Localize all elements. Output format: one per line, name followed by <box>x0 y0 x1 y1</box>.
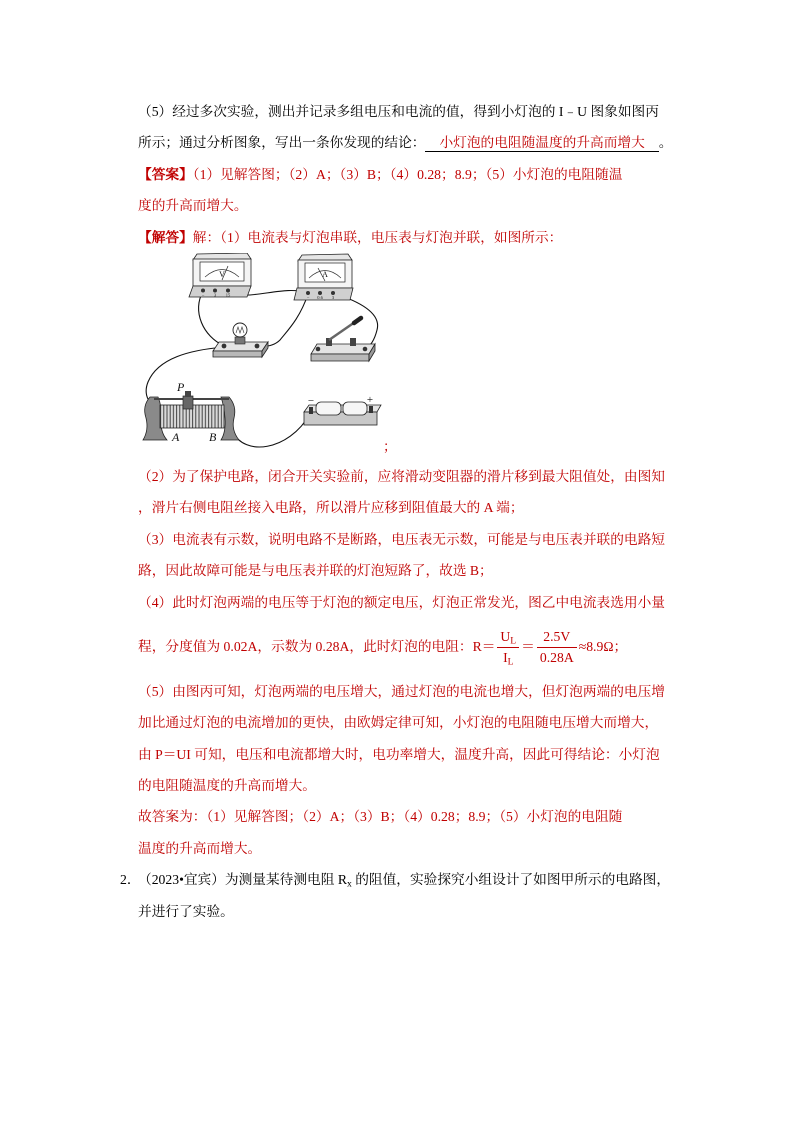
ammeter-terminal-label: 0.6 <box>317 294 323 300</box>
wire-ammeter-to-lamp-right <box>257 294 308 346</box>
rheostat-slider <box>183 396 193 409</box>
answer-label: 【答案】 <box>138 166 193 182</box>
circuit-diagram <box>138 253 383 461</box>
diagram-trailing-punctuation: ； <box>383 438 397 454</box>
solution-part2-line-1: （2）为了保护电路，闭合开关实验前，应将滑动变阻器的滑片移到最大阻值处，由图知 <box>138 468 665 484</box>
rheostat <box>143 380 239 444</box>
question2-text-before: （2023•宜宾）为测量某待测电阻 R <box>138 872 347 888</box>
lamp-base-front <box>213 351 262 357</box>
fraction-symbolic <box>497 627 519 668</box>
rheostat-slider-knob <box>185 391 191 397</box>
battery <box>304 394 381 425</box>
lamp-socket <box>235 337 245 344</box>
q5-line-2-prefix: 所示；通过分析图象，写出一条你发现的结论： <box>138 135 426 151</box>
final-answer-line-1: 故答案为：（1）见解答图；（2）A；（3）B；（4）0.28；8.9；（5）小灯泡的电阻随 <box>138 809 623 825</box>
ammeter <box>294 254 353 300</box>
voltmeter-terminal-label: 15 <box>225 292 231 298</box>
battery-cell <box>343 402 367 415</box>
answer-line-2: 度的升高而增大。 <box>138 198 248 214</box>
voltmeter <box>189 253 251 298</box>
battery-holder-front <box>304 412 377 425</box>
voltage-symbol: U <box>500 629 511 645</box>
switch-blade <box>329 322 355 340</box>
ammeter-terminal-plate <box>294 288 353 300</box>
rheostat-end-a-label: A <box>172 429 180 444</box>
voltmeter-terminal-label: − <box>201 292 205 298</box>
q5-line-2-suffix: 。 <box>658 135 673 151</box>
battery-cell <box>316 402 341 415</box>
lamp <box>213 323 268 357</box>
voltmeter-terminal-label: 3 <box>213 292 217 298</box>
fraction-symbolic-numerator <box>497 627 519 648</box>
document-page <box>120 96 678 927</box>
solution-part3-line-1: （3）电流表有示数，说明电路不是断路，电压表无示数，可能是与电压表并联的电路短 <box>138 531 665 547</box>
formula-equals: ＝ <box>521 638 535 654</box>
rheostat-end-b-label: B <box>209 429 217 444</box>
solution-part5-line-1: （5）由图丙可知，灯泡两端的电压增大，通过灯泡的电流也增大，但灯泡两端的电压增 <box>138 683 665 699</box>
circuit-diagram-block <box>138 253 678 461</box>
q5-line-2 <box>138 127 678 158</box>
lamp-terminal <box>222 344 227 349</box>
battery-positive-label: + <box>366 393 374 406</box>
wire-rheostat-to-battery <box>233 414 310 447</box>
ammeter-terminal-label: 3 <box>331 294 335 300</box>
fraction-numeric-denominator: 0.28A <box>539 650 574 666</box>
fraction-numeric <box>537 627 577 668</box>
lamp-bulb <box>233 323 247 337</box>
answer-line-1 <box>138 159 678 190</box>
lamp-terminal <box>255 344 260 349</box>
ammeter-symbol: A <box>322 269 328 279</box>
wire-voltmeter-to-lamp-left <box>199 291 224 346</box>
voltmeter-terminal-plate <box>189 286 251 297</box>
solution-part4-line-1: （4）此时灯泡两端的电压等于灯泡的额定电压，灯泡正常发光，图乙中电流表选用小量 <box>138 594 665 610</box>
solution-label: 【解答】 <box>138 229 193 245</box>
solution-part2-line-2: ，滑片右侧电阻丝接入电路，所以滑片应移到阻值最大的 A 端； <box>138 500 524 516</box>
question2-text-after: 的阻值，实验探究小组设计了如图甲所示的电路图， <box>351 872 671 888</box>
current-subscript: L <box>507 656 514 668</box>
formula-lead-text: 程，分度值为 0.02A，示数为 0.28A，此时灯泡的电阻：R＝ <box>138 638 496 654</box>
fraction-numeric-numerator: 2.5V <box>537 627 577 648</box>
question2-line-1 <box>120 864 678 895</box>
switch-contact-clip <box>350 338 356 346</box>
solution-part3-line-2: 路，因此故障可能是与电压表并联的灯泡短路了，故选 B； <box>138 563 493 579</box>
voltage-subscript: L <box>510 635 517 647</box>
battery-negative-terminal <box>309 407 313 414</box>
switch-terminal <box>363 347 368 352</box>
formula-result: ≈8.9Ω； <box>578 638 628 654</box>
switch <box>311 318 375 361</box>
question2-resistor-subscript: x <box>346 878 352 890</box>
question2-number: 2． <box>120 872 141 888</box>
battery-positive-terminal <box>369 406 373 413</box>
q5-line-1: （5）经过多次实验，测出并记录多组电压和电流的值，得到小灯泡的 I﹣U 图象如图丙 <box>138 104 659 119</box>
resistance-formula-line <box>138 618 678 676</box>
battery-negative-label: − <box>307 394 315 407</box>
answer-text-1: （1）见解答图；（2）A；（3）B；（4）0.28；8.9；（5）小灯泡的电阻随温 <box>192 166 623 182</box>
filled-answer-blank: 小灯泡的电阻随温度的升高而增大 <box>425 135 658 152</box>
solution-intro: 解：（1）电流表与灯泡串联，电压表与灯泡并联，如图所示： <box>192 229 563 245</box>
solution-part5-line-2: 加比通过灯泡的电流增加的更快，由欧姆定律可知，小灯泡的电阻随电压增大而增大， <box>138 715 659 731</box>
fraction-symbolic-denominator <box>497 648 519 668</box>
switch-terminal <box>316 347 321 352</box>
solution-part5-line-3: 由 P＝UI 可知，电压和电流都增大时，电功率增大，温度升高，因此可得结论：小灯泡 <box>138 746 660 762</box>
ammeter-terminal-label: − <box>306 294 310 300</box>
voltmeter-symbol: V <box>219 269 225 279</box>
current-symbol: I <box>503 650 508 666</box>
question2-line-2: 并进行了实验。 <box>138 903 234 919</box>
switch-handle <box>354 318 361 323</box>
final-answer-line-2: 温度的升高而增大。 <box>138 840 262 856</box>
rheostat-slider-label: P <box>177 379 185 394</box>
solution-part5-line-4: 的电阻随温度的升高而增大。 <box>138 778 316 794</box>
solution-intro-line <box>138 222 678 253</box>
switch-base-front <box>311 354 369 361</box>
